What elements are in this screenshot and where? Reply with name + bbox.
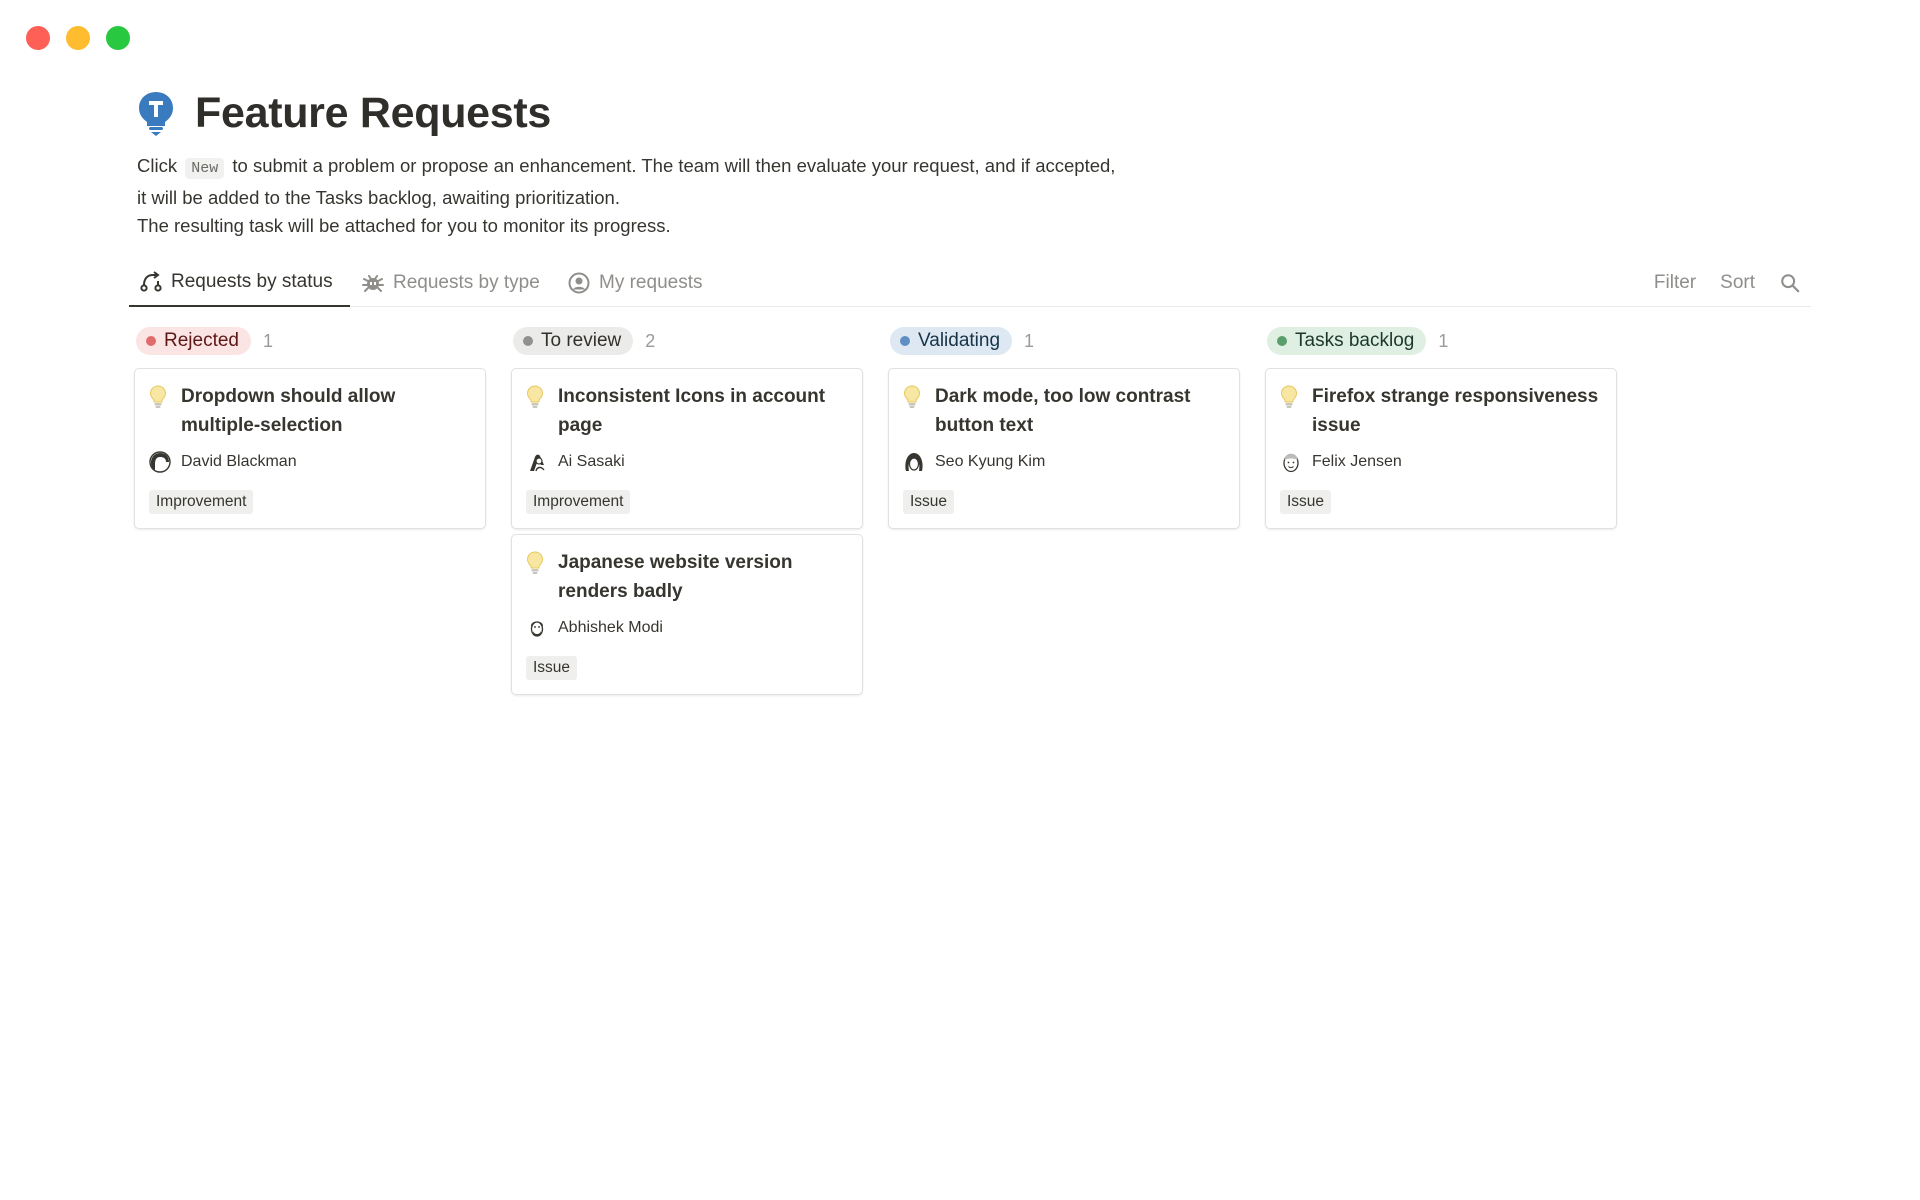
window-maximize-button[interactable]: [106, 26, 130, 50]
status-dot: [523, 336, 533, 346]
window-close-button[interactable]: [26, 26, 50, 50]
view-tools: [1654, 258, 1811, 307]
status-label: Rejected: [164, 330, 239, 351]
tab-label: Requests by type: [393, 271, 540, 293]
lightbulb-icon: [137, 90, 175, 136]
board-column-rejected: [134, 326, 486, 534]
type-tag: Issue: [526, 656, 577, 680]
avatar: [526, 451, 548, 473]
column-count: 1: [1024, 330, 1035, 351]
card-assignee: [903, 450, 1225, 474]
status-dot: [900, 336, 910, 346]
search-icon[interactable]: [1779, 272, 1801, 294]
view-tabs-bar: [129, 258, 1811, 307]
status-pill[interactable]: [136, 327, 251, 355]
card-title: Firefox strange responsiveness issue: [1312, 386, 1599, 436]
assignee-name: Seo Kyung Kim: [935, 453, 1046, 470]
avatar: [526, 617, 548, 639]
lightbulb-icon: [903, 385, 921, 409]
assignee-name: Felix Jensen: [1312, 453, 1402, 470]
status-label: To review: [541, 330, 622, 351]
request-card[interactable]: [134, 368, 486, 529]
column-count: 1: [263, 330, 274, 351]
lightbulb-icon: [526, 551, 544, 575]
lightbulb-icon: [149, 385, 167, 409]
tab-label: Requests by status: [171, 270, 333, 292]
type-tag: Issue: [903, 490, 954, 514]
new-code-chip: New: [185, 158, 224, 179]
desc-line3: The resulting task will be attached for you to monitor its progress.: [137, 215, 671, 236]
board-column-validating: [888, 326, 1240, 534]
type-tag: Improvement: [149, 490, 253, 514]
type-tag: Improvement: [526, 490, 630, 514]
board-column-to-review: [511, 326, 863, 700]
tab-label: My requests: [599, 271, 703, 293]
request-card[interactable]: [511, 368, 863, 529]
column-header: [890, 326, 1240, 356]
request-card[interactable]: [511, 534, 863, 695]
status-pill[interactable]: [513, 327, 633, 355]
card-assignee: [526, 616, 848, 640]
column-count: 2: [645, 330, 656, 351]
filter-button[interactable]: Filter: [1653, 271, 1697, 293]
bug-icon: [361, 271, 385, 295]
card-assignee: [1280, 450, 1602, 474]
request-card[interactable]: [888, 368, 1240, 529]
card-title: Dark mode, too low contrast button text: [935, 386, 1191, 436]
desc-line1: to submit a problem or propose an enhancement. The team will then evaluate your request, and if accepted,: [232, 155, 1116, 176]
page-title: Feature Requests: [195, 88, 552, 137]
avatar: [149, 451, 171, 473]
status-label: Tasks backlog: [1295, 330, 1415, 351]
lightbulb-icon: [526, 385, 544, 409]
column-header: [136, 326, 486, 356]
page-description: [137, 152, 1237, 241]
column-header: [1267, 326, 1617, 356]
column-count: 1: [1438, 330, 1449, 351]
assignee-name: Abhishek Modi: [558, 619, 663, 636]
window-minimize-button[interactable]: [66, 26, 90, 50]
tab-requests-by-type[interactable]: [351, 258, 550, 307]
assignee-name: Ai Sasaki: [558, 453, 625, 470]
board-column-tasks-backlog: [1265, 326, 1617, 534]
status-pill[interactable]: [1267, 327, 1426, 355]
window-controls: [26, 26, 130, 50]
user-circle-icon: [567, 271, 591, 295]
assignee-name: David Blackman: [181, 453, 297, 470]
desc-line2: it will be added to the Tasks backlog, awaiting prioritization.: [137, 186, 620, 208]
avatar: [1280, 451, 1302, 473]
status-label: Validating: [918, 330, 1001, 351]
status-dot: [1277, 336, 1287, 346]
sort-button[interactable]: Sort: [1720, 271, 1755, 293]
type-tag: Issue: [1280, 490, 1331, 514]
desc-click: Click: [137, 155, 178, 176]
tab-my-requests[interactable]: [557, 258, 712, 307]
column-header: [513, 326, 863, 356]
status-dot: [146, 336, 156, 346]
avatar: [903, 451, 925, 473]
card-assignee: [149, 450, 471, 474]
request-card[interactable]: [1265, 368, 1617, 529]
lightbulb-icon: [1280, 385, 1298, 409]
tab-requests-by-status[interactable]: [129, 258, 350, 307]
status-pill[interactable]: [890, 327, 1012, 355]
card-assignee: [526, 450, 848, 474]
board-status-icon: [139, 270, 163, 294]
card-title: Inconsistent Icons in account page: [558, 386, 826, 436]
page-header: [137, 88, 1813, 241]
card-title: Japanese website version renders badly: [558, 552, 793, 602]
card-title: Dropdown should allow multiple-selection: [181, 386, 396, 436]
